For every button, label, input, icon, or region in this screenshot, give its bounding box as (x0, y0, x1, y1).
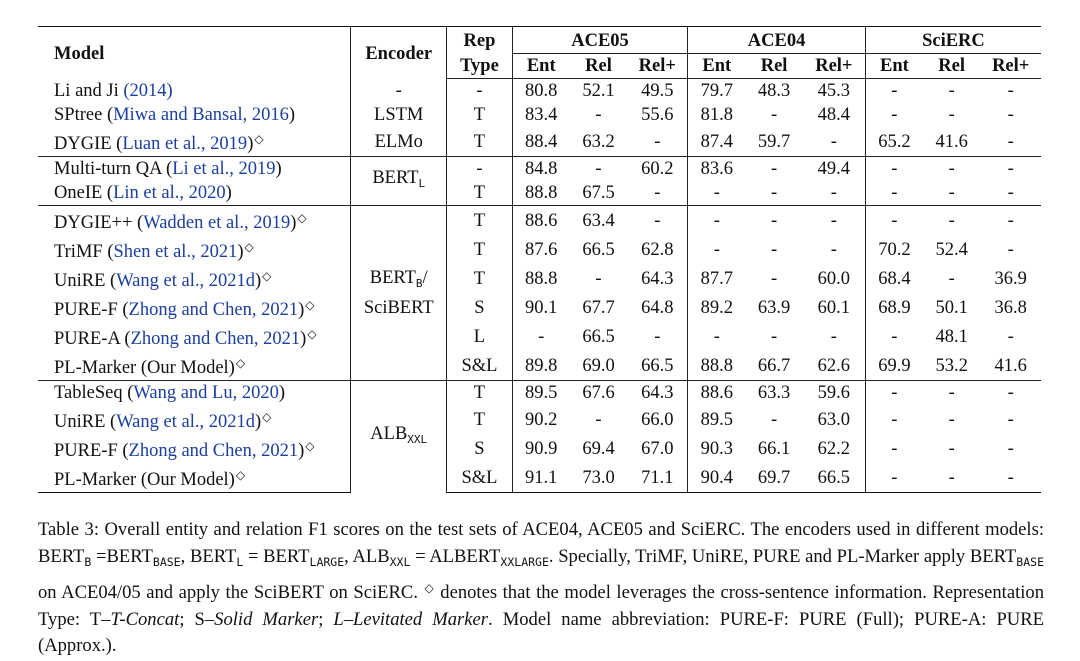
score-cell: 80.8 (525, 81, 558, 101)
encoder-cell (351, 381, 447, 493)
score-cell: - (1007, 409, 1014, 430)
score-cell: 53.2 (935, 355, 968, 376)
caption-term: Solid Marker (214, 608, 319, 630)
score-cell: 87.4 (700, 131, 733, 152)
table-row (38, 322, 1041, 351)
encoder-subscript: L (418, 177, 426, 190)
score-cell: 89.5 (700, 409, 733, 430)
score-cell: - (627, 322, 688, 351)
score-cell: - (713, 239, 720, 260)
rep-type-cell: S (447, 293, 513, 322)
model-cell: TableSeq (Wang and Lu, 2020) (38, 381, 351, 406)
caption-text: = (243, 545, 264, 567)
score-cell: 55.6 (627, 103, 688, 127)
header-encoder: Encoder (351, 27, 447, 79)
rep-type-cell: - (447, 79, 513, 104)
score-cell: - (713, 326, 720, 347)
score-cell: - (595, 268, 602, 289)
diamond-icon: ◇ (424, 581, 435, 595)
score-cell: 36.8 (994, 297, 1027, 318)
score-cell: 48.4 (803, 103, 866, 127)
model-name: SPtree (54, 105, 103, 125)
score-cell: - (891, 81, 898, 101)
table-row (38, 157, 1041, 182)
caption-sub: BASE (1016, 554, 1044, 569)
citation-link[interactable]: Shen et al., 2021 (113, 242, 238, 262)
caption-text: . Specially, TriMF, UniRE, PURE and PL-Marker apply (548, 545, 970, 567)
score-cell: - (745, 206, 803, 236)
caption-bert: BERT (263, 545, 310, 567)
score-cell: 73.0 (570, 463, 628, 493)
table-row (38, 206, 1041, 236)
score-cell: 79.7 (700, 81, 733, 101)
encoder-name: ALB (370, 423, 408, 444)
citation-link[interactable]: Miwa and Bansal, 2016 (113, 105, 289, 125)
diamond-icon: ◇ (254, 132, 264, 146)
rep-type-cell: L (447, 322, 513, 351)
header-rel: Rel (745, 54, 803, 79)
caption-bert: BERT (969, 545, 1017, 567)
caption-text: . Model name abbreviation: PURE-F: PURE (Full); PURE-A: PURE (Approx.). (38, 608, 1044, 656)
score-cell: 41.6 (935, 131, 968, 152)
score-cell: - (803, 127, 866, 157)
score-cell: - (770, 409, 778, 430)
encoder-name: BERT (369, 268, 416, 288)
score-cell: 87.6 (525, 239, 558, 260)
score-cell: 63.4 (570, 206, 628, 236)
score-cell: - (1007, 239, 1014, 260)
encoder-cell (351, 206, 447, 381)
score-cell: 89.8 (525, 355, 558, 376)
caption-sub: LARGE (309, 554, 345, 569)
caption-bert: BERT (106, 545, 153, 567)
score-cell: 70.2 (878, 239, 911, 260)
score-cell: 69.0 (582, 355, 615, 376)
caption-text: ; (318, 608, 334, 630)
model-name: PURE-F (54, 300, 118, 320)
table-caption (38, 517, 1044, 660)
rep-type-cell: T (447, 264, 513, 293)
score-cell: 62.2 (803, 434, 866, 463)
score-cell: 63.3 (745, 381, 803, 406)
model-cell: TriMF (Shen et al., 2021)◇ (38, 235, 351, 264)
score-cell: - (948, 268, 955, 289)
citation-link[interactable]: Zhong and Chen, 2021 (128, 300, 299, 320)
score-cell: - (1007, 326, 1014, 347)
score-cell: - (595, 409, 602, 430)
score-cell: - (891, 105, 898, 125)
score-cell: 68.9 (878, 297, 911, 318)
model-name: PURE-A (54, 329, 120, 349)
citation-link[interactable]: Wang et al., 2021d (116, 412, 255, 432)
score-cell: - (1007, 81, 1014, 101)
score-cell: 88.4 (525, 131, 558, 152)
score-cell: - (745, 157, 803, 182)
score-cell: - (803, 181, 866, 206)
score-cell: 67.7 (582, 297, 615, 318)
caption-text: Table 3: Overall entity and relation F1 scores on the test sets of ACE04, ACE05 and SciERC. The encoders used in different models: (38, 519, 1044, 540)
table-row (38, 405, 1041, 434)
diamond-icon: ◇ (305, 298, 315, 312)
citation-link[interactable]: Lin et al., 2020 (113, 183, 226, 203)
score-cell: 90.4 (688, 463, 746, 493)
header-rep-top: Rep (447, 27, 513, 54)
score-cell: - (865, 463, 923, 493)
caption-sub: L (236, 554, 244, 569)
score-cell: 87.7 (700, 268, 733, 289)
score-cell: 64.3 (627, 264, 688, 293)
score-cell: 89.2 (700, 297, 733, 318)
model-name: DYGIE++ (54, 213, 133, 233)
score-cell: - (803, 235, 866, 264)
score-cell: 71.1 (627, 463, 688, 493)
score-cell: 48.3 (757, 81, 791, 101)
model-name: UniRE (54, 271, 106, 291)
diamond-icon: ◇ (244, 240, 254, 254)
diamond-icon: ◇ (262, 269, 272, 283)
score-cell: 63.9 (757, 297, 791, 318)
score-cell: - (770, 105, 778, 125)
table-row (38, 181, 1041, 206)
score-cell: 59.6 (803, 381, 866, 406)
score-cell: - (865, 381, 923, 406)
table-row (38, 79, 1041, 104)
rep-type-cell: S&L (447, 463, 513, 493)
score-cell: 69.9 (878, 355, 911, 376)
model-note: (Our Model) (140, 358, 235, 378)
caption-bert: BERT (189, 545, 237, 567)
score-cell: 66.0 (627, 405, 688, 434)
score-cell: 69.4 (582, 438, 615, 459)
score-cell: 62.8 (627, 235, 688, 264)
rep-type-cell: T (447, 206, 513, 236)
score-cell: 49.4 (803, 157, 866, 182)
score-cell: 66.5 (803, 463, 866, 493)
diamond-icon: ◇ (262, 410, 272, 424)
header-relplus: Rel+ (627, 54, 688, 79)
header-ace04: ACE04 (688, 27, 866, 54)
table-row (38, 127, 1041, 157)
header-ent: Ent (512, 54, 570, 79)
score-cell: - (980, 463, 1041, 493)
score-cell: - (627, 181, 688, 206)
model-cell: OneIE (Lin et al., 2020) (38, 181, 351, 206)
model-name: PL-Marker (54, 358, 137, 378)
score-cell: 89.5 (512, 381, 570, 406)
score-cell: 66.5 (582, 326, 615, 347)
score-cell: 52.1 (582, 81, 615, 101)
header-relplus: Rel+ (980, 54, 1041, 79)
caption-term: T-Concat (110, 608, 180, 630)
score-cell: - (803, 206, 866, 236)
encoder-subscript: B (415, 277, 423, 290)
caption-sub: XXLARGE (500, 554, 549, 569)
score-cell: - (980, 157, 1041, 182)
score-cell: - (713, 183, 720, 203)
score-cell: 60.0 (803, 264, 866, 293)
score-cell: 36.9 (994, 268, 1027, 289)
model-cell: UniRE (Wang et al., 2021d)◇ (38, 264, 351, 293)
score-cell: - (770, 183, 778, 203)
caption-term: L–Levitated Marker (333, 608, 489, 630)
citation-link[interactable]: Wadden et al., 2019 (143, 213, 291, 233)
model-cell: SPtree (Miwa and Bansal, 2016) (38, 103, 351, 127)
model-cell: DYGIE (Luan et al., 2019)◇ (38, 127, 351, 157)
caption-sub: BASE (152, 554, 181, 569)
table-row (38, 351, 1041, 381)
citation-link[interactable]: Wang and Lu, 2020 (133, 383, 279, 403)
score-cell: 66.5 (627, 351, 688, 381)
score-cell: - (948, 105, 955, 125)
model-name: TableSeq (54, 383, 123, 403)
header-rel: Rel (570, 54, 628, 79)
diamond-icon: ◇ (235, 356, 246, 370)
table-row (38, 434, 1041, 463)
model-name: OneIE (54, 183, 103, 203)
score-cell: - (1007, 131, 1014, 152)
model-cell (38, 79, 351, 104)
model-cell: DYGIE++ (Wadden et al., 2019)◇ (38, 206, 351, 236)
caption-alb: ALB (352, 545, 390, 567)
score-cell: 60.2 (627, 157, 688, 182)
score-cell: 90.1 (525, 297, 558, 318)
model-name: Li and Ji (54, 80, 119, 101)
score-cell: 66.5 (582, 239, 615, 260)
score-cell: - (1007, 438, 1014, 459)
table-row (38, 264, 1041, 293)
score-cell: 66.7 (757, 355, 791, 376)
score-cell: 50.1 (935, 297, 968, 318)
header-scierc: SciERC (865, 27, 1041, 54)
score-cell: 63.0 (803, 405, 866, 434)
score-cell: - (570, 157, 628, 182)
rep-type-cell: T (447, 381, 513, 406)
citation-link[interactable]: Luan et al., 2019 (122, 134, 248, 154)
score-cell: - (980, 381, 1041, 406)
rep-type-cell: T (447, 127, 513, 157)
score-cell: - (770, 239, 778, 260)
score-cell: 84.8 (512, 157, 570, 182)
score-cell: 88.8 (525, 183, 558, 203)
rep-type-cell: T (447, 181, 513, 206)
score-cell: - (948, 81, 955, 101)
score-cell: - (948, 438, 955, 459)
citation-link[interactable]: Zhong and Chen, 2021 (130, 329, 301, 349)
score-cell: 63.2 (582, 131, 615, 152)
caption-albert: ALBERT (429, 545, 501, 567)
rep-type-cell: T (447, 405, 513, 434)
model-cell: PURE-F (Zhong and Chen, 2021)◇ (38, 434, 351, 463)
header-rel: Rel (923, 54, 981, 79)
score-cell: 60.1 (803, 293, 866, 322)
score-cell: - (627, 127, 688, 157)
header-ent: Ent (688, 54, 746, 79)
score-cell: - (891, 409, 898, 430)
score-cell: 88.6 (512, 206, 570, 236)
table-row (38, 235, 1041, 264)
score-cell: 52.4 (935, 239, 968, 260)
diamond-icon: ◇ (297, 211, 307, 225)
score-cell: 67.5 (582, 183, 615, 203)
caption-text: denotes that the model leverages the cross-sentence information. Representation Type: T– (38, 582, 1044, 630)
model-cell: UniRE (Wang et al., 2021d)◇ (38, 405, 351, 434)
score-cell: 83.4 (525, 105, 558, 125)
score-cell: 88.8 (700, 355, 733, 376)
score-cell: 90.9 (525, 438, 558, 459)
score-cell: 81.8 (700, 105, 733, 125)
model-cell (38, 463, 351, 493)
caption-text: = (410, 545, 430, 567)
score-cell: 45.3 (803, 79, 866, 104)
score-cell: - (923, 463, 981, 493)
table-row (38, 293, 1041, 322)
diamond-icon: ◇ (307, 327, 317, 341)
score-cell: 68.4 (878, 268, 911, 289)
score-cell: 41.6 (994, 355, 1027, 376)
rep-type-cell: - (447, 157, 513, 182)
citation-link[interactable]: Li et al., 2019 (172, 159, 276, 179)
header-model: Model (38, 27, 351, 79)
score-cell: 64.3 (627, 381, 688, 406)
header-relplus: Rel+ (803, 54, 866, 79)
encoder-name: BERT (372, 168, 419, 188)
score-cell: 88.6 (688, 381, 746, 406)
rep-type-cell: T (447, 235, 513, 264)
score-cell: - (948, 183, 955, 203)
encoder-cell (351, 157, 447, 206)
score-cell: - (865, 206, 923, 236)
encoder-cell: ELMo (351, 127, 447, 157)
score-cell: - (923, 381, 981, 406)
score-cell: 91.1 (512, 463, 570, 493)
caption-sub: XXL (389, 554, 411, 569)
caption-sub: B (84, 554, 92, 569)
table-row (38, 103, 1041, 127)
score-cell: - (865, 157, 923, 182)
encoder-name: SciBERT (363, 298, 434, 318)
caption-text: on ACE04/05 and apply the SciBERT on SciERC. (38, 582, 424, 603)
rep-type-cell: T (447, 103, 513, 127)
score-cell: - (538, 326, 545, 347)
score-cell: - (803, 322, 866, 351)
score-cell: 83.6 (688, 157, 746, 182)
score-cell: 65.2 (878, 131, 911, 152)
encoder-cell: LSTM (351, 103, 447, 127)
score-cell: - (770, 326, 778, 347)
model-name: DYGIE (54, 134, 112, 154)
caption-text: , (344, 545, 353, 567)
score-cell: - (688, 206, 746, 236)
score-cell: 48.1 (935, 326, 968, 347)
results-table (38, 26, 1041, 493)
model-cell: PURE-F (Zhong and Chen, 2021)◇ (38, 293, 351, 322)
results-body (38, 79, 1041, 493)
score-cell: 67.0 (627, 434, 688, 463)
model-cell: PURE-A (Zhong and Chen, 2021)◇ (38, 322, 351, 351)
score-cell: - (1007, 183, 1014, 203)
model-cell (38, 351, 351, 381)
score-cell: 90.3 (700, 438, 733, 459)
score-cell: 88.8 (525, 268, 558, 289)
score-cell: 49.5 (627, 79, 688, 104)
rep-type-cell: S (447, 434, 513, 463)
header-ace05: ACE05 (512, 27, 688, 54)
score-cell: 66.1 (757, 438, 791, 459)
score-cell: 59.7 (757, 131, 791, 152)
model-name: TriMF (54, 242, 103, 262)
model-note: (Our Model) (140, 470, 235, 490)
score-cell: 67.6 (570, 381, 628, 406)
score-cell: - (891, 183, 898, 203)
diamond-icon: ◇ (305, 439, 315, 453)
score-cell: - (595, 105, 602, 125)
score-cell: 69.7 (745, 463, 803, 493)
diamond-icon: ◇ (235, 468, 246, 482)
model-name: PL-Marker (54, 470, 137, 490)
encoder-cell: - (351, 79, 447, 104)
citation-link[interactable]: Wang et al., 2021d (116, 271, 255, 291)
score-cell: - (948, 409, 955, 430)
score-cell: - (891, 326, 898, 347)
citation-link[interactable]: (2014) (123, 80, 173, 101)
caption-text: , (180, 545, 190, 567)
caption-bert: BERT (38, 545, 85, 567)
score-cell: - (1007, 105, 1014, 125)
score-cell: 64.8 (627, 293, 688, 322)
caption-text: ; S– (179, 608, 215, 630)
model-name: Multi-turn QA (54, 159, 162, 179)
table-row (38, 463, 1041, 493)
header-rep-bottom: Type (447, 54, 513, 79)
encoder-subscript: XXL (407, 432, 428, 446)
citation-link[interactable]: Zhong and Chen, 2021 (128, 441, 299, 461)
score-cell: - (891, 438, 898, 459)
score-cell: - (770, 268, 778, 289)
score-cell: 90.2 (525, 409, 558, 430)
score-cell: - (980, 206, 1041, 236)
model-cell: Multi-turn QA (Li et al., 2019) (38, 157, 351, 182)
header-ent: Ent (865, 54, 923, 79)
encoder-name: / (422, 268, 428, 288)
caption-text: = (91, 545, 107, 567)
score-cell: - (923, 157, 981, 182)
score-cell: - (923, 206, 981, 236)
score-cell: 62.6 (803, 351, 866, 381)
model-name: PURE-F (54, 441, 118, 461)
table-row (38, 381, 1041, 406)
score-cell: - (627, 206, 688, 236)
model-name: UniRE (54, 412, 106, 432)
rep-type-cell: S&L (447, 351, 513, 381)
